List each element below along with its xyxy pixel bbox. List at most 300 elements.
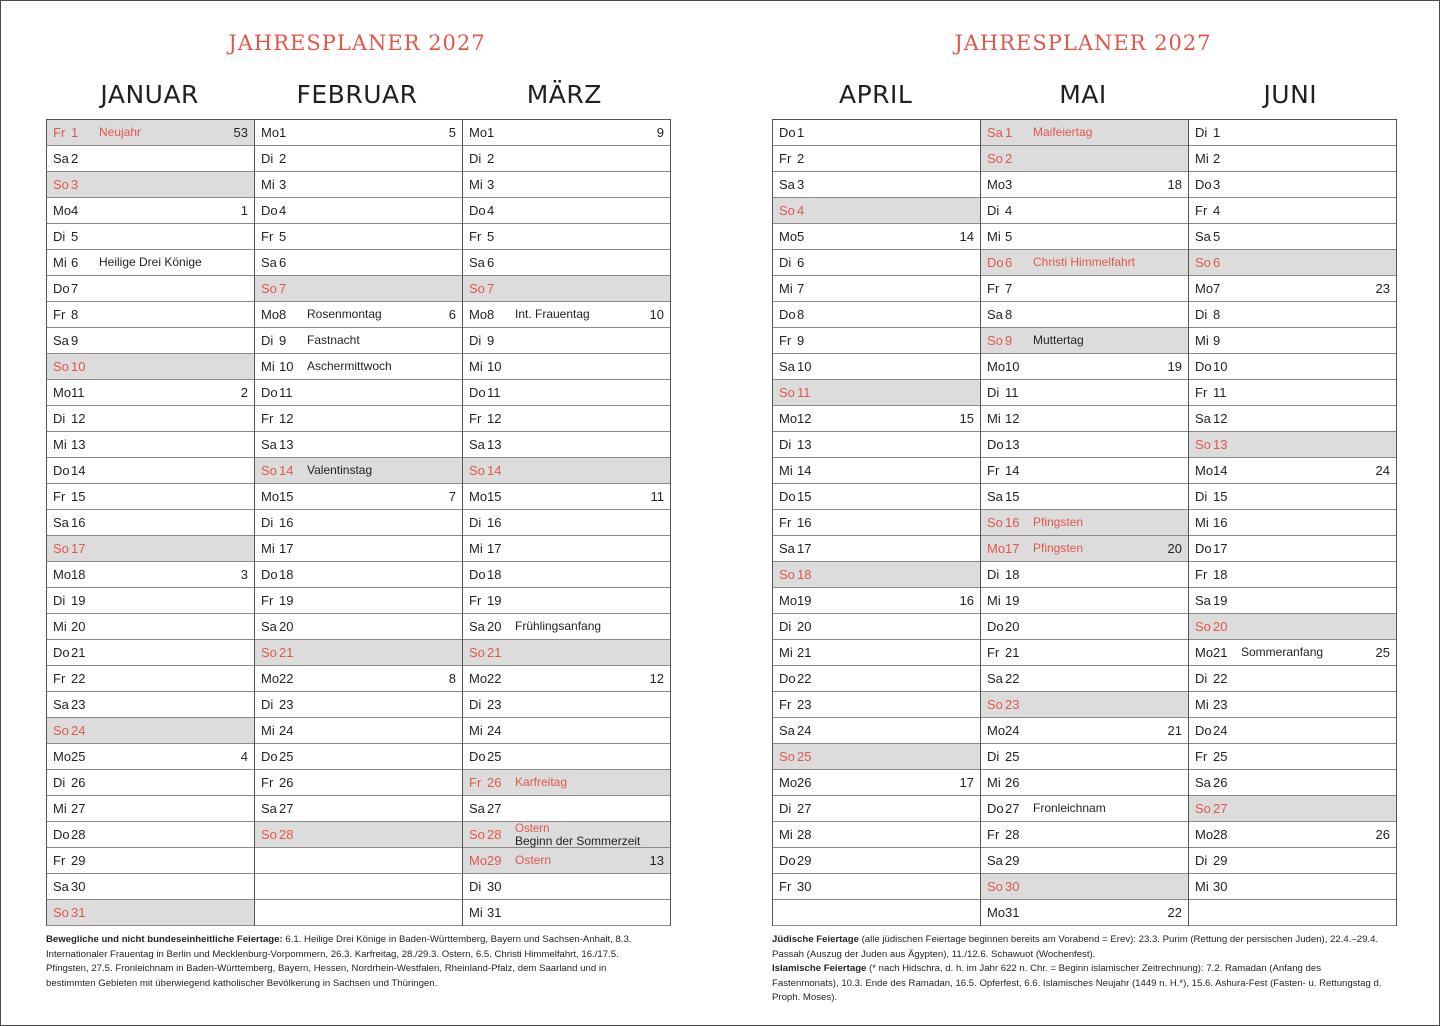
day-cell — [773, 666, 980, 692]
day-cell — [47, 692, 254, 718]
day-cell — [47, 250, 254, 276]
jewish-holidays-heading: Jüdische Feiertage — [772, 934, 859, 945]
day-number: 27 — [71, 801, 86, 816]
day-cell — [773, 276, 980, 302]
weekday-label: Mo — [261, 489, 280, 504]
weekday-label: Fr — [1195, 203, 1208, 218]
day-cell — [981, 900, 1188, 926]
day-number: 7 — [1213, 281, 1221, 296]
weekday-label: Sa — [779, 177, 795, 192]
day-cell — [47, 120, 254, 146]
day-number: 10 — [797, 359, 812, 374]
event-label: Sommeranfang — [1241, 645, 1324, 659]
weekday-label: Do — [779, 853, 796, 868]
day-cell — [981, 146, 1188, 172]
weekday-label: Di — [779, 255, 792, 270]
weekday-label: Sa — [261, 801, 277, 816]
day-number: 16 — [71, 515, 86, 530]
day-cell — [981, 120, 1188, 146]
day-number: 19 — [1005, 593, 1020, 608]
day-cell — [255, 510, 462, 536]
weekday-label: Mo — [779, 229, 798, 244]
weekday-label: Di — [987, 385, 1000, 400]
day-number: 26 — [71, 775, 86, 790]
day-number: 19 — [487, 593, 502, 608]
day-number: 1 — [1005, 125, 1013, 140]
event-label: Muttertag — [1033, 333, 1084, 347]
footnote-text: 6.1. Heilige Drei Könige in Baden-Württemberg, Bayern und Sachsen-Anhalt, 8.3. Internationaler Frauentag in Berlin und Mecklenburg-Vorpommern, 26.3. Karfreitag, 28./29.3. Ostern, 6.5. Christi Himmelfahrt, 16./17.5. Pfingsten, 27.5. Fronleichnam in Baden-Württemberg, Bayern, Hessen, Nordrhein-Westfalen, Rheinland-Pfalz, dem Saarland und in bestimmten Gebieten mit überwiegend katholischer Bevölkerung in Sachsen und Thüringen. — [46, 934, 632, 989]
day-number: 3 — [797, 177, 805, 192]
day-number: 17 — [487, 541, 502, 556]
weekday-label: Mi — [987, 775, 1001, 790]
weekday-label: So — [261, 645, 277, 660]
weekday-label: Do — [469, 203, 486, 218]
day-number: 8 — [797, 307, 805, 322]
weekday-label: Sa — [261, 619, 277, 634]
weekday-label: Fr — [469, 229, 482, 244]
weekday-label: Do — [469, 567, 486, 582]
day-number: 23 — [487, 697, 502, 712]
weekday-label: Mi — [53, 619, 67, 634]
day-number: 1 — [797, 125, 805, 140]
week-number: 20 — [1167, 541, 1182, 556]
day-cell — [773, 692, 980, 718]
day-cell — [463, 302, 670, 328]
week-number: 10 — [649, 307, 664, 322]
weekday-label: So — [1195, 437, 1211, 452]
holiday-name: Ostern — [515, 823, 550, 835]
day-cell — [255, 302, 462, 328]
day-cell — [47, 146, 254, 172]
day-number: 15 — [1005, 489, 1020, 504]
day-number: 24 — [279, 723, 294, 738]
day-cell — [981, 328, 1188, 354]
weekday-label: Mo — [53, 385, 72, 400]
day-cell — [981, 484, 1188, 510]
weekday-label: Sa — [987, 671, 1003, 686]
day-cell — [47, 354, 254, 380]
weekday-label: Do — [53, 463, 70, 478]
day-number: 22 — [71, 671, 86, 686]
weekday-label: Di — [261, 333, 274, 348]
weekday-label: Di — [1195, 307, 1208, 322]
day-number: 16 — [487, 515, 502, 530]
day-cell — [981, 718, 1188, 744]
weekday-label: Di — [1195, 671, 1208, 686]
day-number: 31 — [1005, 905, 1020, 920]
day-number: 13 — [1005, 437, 1020, 452]
day-cell — [463, 770, 670, 796]
day-cell — [47, 458, 254, 484]
day-cell — [1189, 484, 1396, 510]
day-number: 25 — [279, 749, 294, 764]
day-number: 21 — [487, 645, 502, 660]
day-number: 9 — [279, 333, 287, 348]
day-number: 3 — [279, 177, 287, 192]
day-cell — [773, 484, 980, 510]
day-cell — [47, 666, 254, 692]
weekday-label: So — [53, 541, 69, 556]
weekday-label: Sa — [469, 801, 485, 816]
day-cell — [255, 172, 462, 198]
day-number: 25 — [797, 749, 812, 764]
day-cell — [47, 770, 254, 796]
weekday-label: Mo — [261, 671, 280, 686]
weekday-label: Di — [261, 515, 274, 530]
event-label: Maifeiertag — [1033, 125, 1093, 139]
week-number: 11 — [650, 489, 664, 504]
week-number: 9 — [656, 125, 664, 140]
day-cell — [773, 770, 980, 796]
weekday-label: Sa — [53, 879, 69, 894]
event-label: Christi Himmelfahrt — [1033, 255, 1136, 269]
day-number: 30 — [487, 879, 502, 894]
weekday-label: Di — [1195, 853, 1208, 868]
day-cell — [47, 276, 254, 302]
weekday-label: Mo — [469, 307, 488, 322]
day-cell — [255, 380, 462, 406]
day-number: 7 — [487, 281, 495, 296]
weekday-label: Sa — [779, 541, 795, 556]
day-cell — [255, 406, 462, 432]
day-cell — [773, 458, 980, 484]
weekday-label: Mo — [987, 905, 1006, 920]
day-number: 31 — [487, 905, 502, 920]
weekday-label: So — [779, 749, 795, 764]
day-number: 16 — [1005, 515, 1020, 530]
day-cell — [463, 562, 670, 588]
day-cell — [463, 406, 670, 432]
day-cell — [773, 146, 980, 172]
day-cell — [1189, 380, 1396, 406]
weekday-label: Do — [779, 307, 796, 322]
weekday-label: Do — [987, 255, 1004, 270]
day-cell — [463, 432, 670, 458]
day-number: 15 — [279, 489, 294, 504]
week-number: 18 — [1167, 177, 1182, 192]
day-number: 12 — [1213, 411, 1228, 426]
weekday-label: Mi — [469, 541, 483, 556]
weekday-label: Sa — [1195, 775, 1211, 790]
day-cell — [463, 120, 670, 146]
day-cell — [47, 380, 254, 406]
month-column-maerz — [463, 120, 671, 926]
day-cell — [773, 718, 980, 744]
day-number: 24 — [1213, 723, 1228, 738]
day-number: 5 — [71, 229, 79, 244]
weekday-label: So — [53, 177, 69, 192]
day-cell — [255, 536, 462, 562]
day-cell — [463, 484, 670, 510]
day-cell — [773, 796, 980, 822]
weekday-label: So — [469, 827, 485, 842]
weekday-label: Mo — [1195, 281, 1214, 296]
month-column-januar — [47, 120, 255, 926]
day-number: 8 — [487, 307, 495, 322]
month-column-mai — [981, 120, 1189, 926]
weekday-label: Mo — [779, 775, 798, 790]
day-cell — [1189, 302, 1396, 328]
day-cell — [47, 536, 254, 562]
weekday-label: Fr — [53, 307, 66, 322]
day-cell — [47, 510, 254, 536]
weekday-label: Di — [53, 593, 66, 608]
weekday-label: Sa — [987, 853, 1003, 868]
day-cell — [981, 302, 1188, 328]
day-number: 1 — [1213, 125, 1221, 140]
weekday-label: Di — [779, 801, 792, 816]
week-number: 4 — [240, 749, 248, 764]
footnote-heading: Bewegliche und nicht bundeseinheitliche Feiertage: — [46, 934, 283, 945]
weekday-label: Do — [987, 801, 1004, 816]
weekday-label: Do — [261, 749, 278, 764]
day-cell — [773, 250, 980, 276]
day-number: 23 — [279, 697, 294, 712]
day-number: 9 — [71, 333, 79, 348]
event-label: Karfreitag — [515, 775, 568, 789]
day-cell — [773, 874, 980, 900]
weekday-label: So — [469, 463, 485, 478]
day-cell — [47, 302, 254, 328]
day-number: 20 — [1005, 619, 1020, 634]
week-number: 24 — [1375, 463, 1390, 478]
weekday-label: So — [53, 359, 69, 374]
day-cell — [773, 302, 980, 328]
day-cell — [255, 796, 462, 822]
weekday-label: Sa — [779, 723, 795, 738]
weekday-label: So — [261, 281, 277, 296]
event-label: Fronleichnam — [1033, 801, 1106, 815]
weekday-label: Do — [53, 645, 70, 660]
day-cell — [1189, 796, 1396, 822]
day-number: 23 — [71, 697, 86, 712]
day-number: 22 — [1213, 671, 1228, 686]
event-label — [515, 823, 640, 847]
weekday-label: Do — [1195, 723, 1212, 738]
day-cell — [773, 198, 980, 224]
day-number: 27 — [1213, 801, 1228, 816]
weekday-label: Fr — [1195, 749, 1208, 764]
weekday-label: Mo — [469, 489, 488, 504]
day-number: 9 — [1005, 333, 1013, 348]
day-cell — [981, 744, 1188, 770]
day-cell — [773, 562, 980, 588]
weekday-label: Fr — [261, 775, 274, 790]
day-cell — [463, 198, 670, 224]
day-number: 23 — [797, 697, 812, 712]
day-cell — [1189, 692, 1396, 718]
day-number: 20 — [71, 619, 86, 634]
day-number: 10 — [1005, 359, 1020, 374]
week-number: 22 — [1167, 905, 1182, 920]
day-cell — [255, 354, 462, 380]
empty-cell — [255, 874, 462, 900]
day-number: 27 — [797, 801, 812, 816]
weekday-label: Mi — [987, 229, 1001, 244]
weekday-label: Di — [53, 775, 66, 790]
day-cell — [981, 770, 1188, 796]
weekday-label: Sa — [1195, 229, 1211, 244]
day-number: 21 — [797, 645, 812, 660]
day-cell — [1189, 562, 1396, 588]
day-number: 14 — [1213, 463, 1228, 478]
day-number: 25 — [1213, 749, 1228, 764]
weekday-label: Di — [779, 437, 792, 452]
day-number: 4 — [279, 203, 287, 218]
day-cell — [773, 588, 980, 614]
day-cell — [981, 874, 1188, 900]
weekday-label: Do — [779, 489, 796, 504]
month-column-februar — [255, 120, 463, 926]
day-number: 3 — [71, 177, 79, 192]
day-cell — [1189, 614, 1396, 640]
weekday-label: Fr — [1195, 567, 1208, 582]
day-cell — [1189, 588, 1396, 614]
planner-title: JAHRESPLANER 2027 — [228, 31, 486, 55]
day-cell — [255, 458, 462, 484]
weekday-label: Mi — [53, 437, 67, 452]
week-number: 23 — [1375, 281, 1390, 296]
weekday-label: Mo — [779, 593, 798, 608]
day-cell — [255, 120, 462, 146]
day-number: 18 — [279, 567, 294, 582]
day-number: 7 — [279, 281, 287, 296]
day-number: 25 — [1005, 749, 1020, 764]
day-cell — [463, 380, 670, 406]
day-number: 2 — [71, 151, 79, 166]
day-number: 10 — [1213, 359, 1228, 374]
day-cell — [1189, 172, 1396, 198]
day-cell — [463, 718, 670, 744]
event-label: Valentinstag — [307, 463, 373, 477]
day-number: 22 — [1005, 671, 1020, 686]
day-number: 24 — [797, 723, 812, 738]
day-number: 18 — [1005, 567, 1020, 582]
day-cell — [463, 796, 670, 822]
day-cell — [1189, 198, 1396, 224]
weekday-label: Di — [261, 697, 274, 712]
weekday-label: Di — [987, 749, 1000, 764]
weekday-label: Do — [261, 567, 278, 582]
day-number: 7 — [71, 281, 79, 296]
day-number: 8 — [71, 307, 79, 322]
day-cell — [773, 328, 980, 354]
day-cell — [463, 250, 670, 276]
day-number: 4 — [797, 203, 805, 218]
event-label: Ostern — [515, 853, 552, 867]
weekday-label: Mi — [1195, 879, 1209, 894]
day-number: 28 — [797, 827, 812, 842]
day-cell — [463, 536, 670, 562]
day-cell — [463, 588, 670, 614]
weekday-label: Mi — [261, 177, 275, 192]
weekday-label: Do — [53, 281, 70, 296]
weekday-label: So — [987, 697, 1003, 712]
weekday-label: Fr — [987, 463, 1000, 478]
event-label: Heilige Drei Könige — [99, 255, 202, 269]
day-number: 15 — [71, 489, 86, 504]
weekday-label: Mo — [1195, 645, 1214, 660]
day-number: 28 — [1213, 827, 1228, 842]
day-number: 20 — [797, 619, 812, 634]
day-number: 2 — [279, 151, 287, 166]
day-cell — [1189, 432, 1396, 458]
day-number: 29 — [1213, 853, 1228, 868]
day-cell — [463, 822, 670, 848]
day-cell — [1189, 120, 1396, 146]
day-number: 6 — [71, 255, 79, 270]
weekday-label: Sa — [987, 125, 1003, 140]
week-number: 3 — [240, 567, 248, 582]
day-cell — [255, 250, 462, 276]
day-number: 7 — [797, 281, 805, 296]
day-number: 24 — [71, 723, 86, 738]
day-number: 8 — [1005, 307, 1013, 322]
week-number: 16 — [959, 593, 974, 608]
day-number: 1 — [487, 125, 495, 140]
event-label: Neujahr — [99, 125, 142, 139]
month-header-mai: MAI — [1059, 80, 1107, 109]
day-number: 2 — [487, 151, 495, 166]
day-number: 29 — [487, 853, 502, 868]
day-cell — [1189, 250, 1396, 276]
weekday-label: Fr — [779, 515, 792, 530]
day-number: 25 — [487, 749, 502, 764]
weekday-label: So — [779, 203, 795, 218]
weekday-label: Sa — [53, 697, 69, 712]
weekday-label: Mo — [987, 177, 1006, 192]
day-number: 10 — [487, 359, 502, 374]
month-header-februar: FEBRUAR — [296, 80, 418, 109]
day-number: 15 — [487, 489, 502, 504]
day-cell — [981, 640, 1188, 666]
day-number: 13 — [797, 437, 812, 452]
day-cell — [981, 510, 1188, 536]
weekday-label: Di — [53, 229, 66, 244]
day-number: 9 — [487, 333, 495, 348]
day-number: 9 — [1213, 333, 1221, 348]
day-number: 4 — [71, 203, 79, 218]
day-number: 10 — [279, 359, 294, 374]
day-cell — [773, 172, 980, 198]
weekday-label: Fr — [987, 645, 1000, 660]
weekday-label: Di — [469, 697, 482, 712]
day-number: 21 — [1005, 645, 1020, 660]
weekday-label: Sa — [261, 255, 277, 270]
weekday-label: Mo — [53, 203, 72, 218]
day-number: 11 — [797, 385, 811, 400]
day-number: 3 — [1005, 177, 1013, 192]
weekday-label: Mi — [1195, 697, 1209, 712]
weekday-label: Mi — [53, 255, 67, 270]
weekday-label: Di — [779, 619, 792, 634]
day-number: 26 — [487, 775, 502, 790]
day-cell — [773, 120, 980, 146]
day-cell — [463, 354, 670, 380]
day-number: 28 — [1005, 827, 1020, 842]
day-number: 30 — [797, 879, 812, 894]
day-cell — [773, 510, 980, 536]
weekday-label: Di — [53, 411, 66, 426]
weekday-label: Sa — [53, 151, 69, 166]
day-number: 14 — [487, 463, 502, 478]
day-number: 3 — [1213, 177, 1221, 192]
day-number: 8 — [279, 307, 287, 322]
weekday-label: Fr — [53, 125, 66, 140]
week-number: 14 — [959, 229, 974, 244]
empty-cell — [255, 848, 462, 874]
month-headers — [46, 80, 668, 109]
